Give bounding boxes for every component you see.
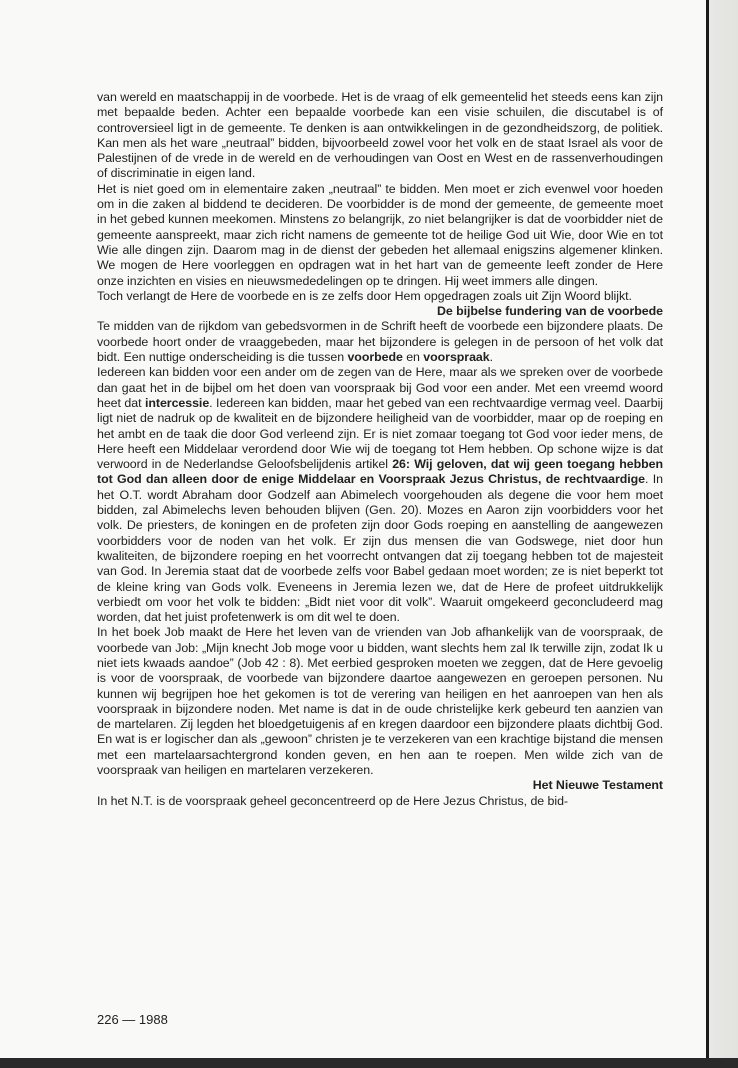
text-run: en [402,350,424,365]
paragraph-1: van wereld en maatschappij in de voorbede. Het is de vraag of elk gemeentelid het steeds eens kan zijn met bepaalde beden. Achter een bepaalde voorbede kan een visie schuilen, die discutabel is of controversieel ligt in de gemeente. Te denken is aan ontwikkelingen in de gezondheidszorg, de politiek. Kan men als het ware „neutraal” bidden, bijvoorbeeld zowel voor het volk en de staat Israel als voor de Palestijnen of de vrede in de wereld en de verhoudingen van Oost en West en de rassenverhoudingen of discriminatie in eigen land. [97,90,663,181]
article-body [97,90,663,809]
section-heading-biblical-foundation: De bijbelse fundering van de voorbede [436,304,663,319]
text-run: . In het O.T. wordt Abraham door Godzelf aan Abimelech voorgehouden als degene die voor hem moet bidden, zal Abimelechs leven behouden blijven (Gen. 20). Mozes en Aaron zijn voorbidders voor het volk. De priesters, de koningen en de profeten zijn door Gods roeping en aanstelling de aangewezen voorbidders voor de noden van het volk. Er zijn dus mensen die van Godswege, niet door hun kwaliteiten, de bijzondere roeping en het voorrecht ontvangen dat zij toegang hebben tot de majesteit van God. In Jeremia staat dat de voorbede zelfs voor Babel gedaan moet worden; ze is niet beperkt tot de kleine kring van Gods volk. Eveneens in Jeremia lezen we, dat de Here de profeet uitdrukkelijk verbiedt om voor het volk te bidden: „Bidt niet voor dit volk”. Waaruit omgekeerd geconcludeerd mag worden, dat het juist profetenwerk is om dit wel te doen. [97,472,663,625]
paragraph-5 [97,365,663,625]
bold-quote-confession: 26: Wij geloven, dat wij geen toegang hebben tot God dan alleen door de enige Middelaar en Voorspraak Jezus Christus, de rechtvaardige [97,457,663,487]
section-heading-new-testament: Het Nieuwe Testament [532,778,663,793]
paragraph-6: In het boek Job maakt de Here het leven van de vrienden van Job afhankelijk van de voorspraak, de voorbede van Job: „Mijn knecht Job moge voor u bidden, want slechts hem zal Ik terwille zijn, zodat Ik u niet iets kwaads aandoe” (Job 42 : 8). Met eerbied gesproken moeten we zeggen, dat de Here gevoelig is voor de voorspraak, de voorbede van bijzondere daartoe aangewezen en geroepen personen. Nu kunnen wij begrijpen hoe het gekomen is tot de verering van heiligen en het aanroepen van hen als voorspraak in bijzondere noden. Met name is dat in de oude christelijke kerk gebeurd ten aanzien van de martelaren. Zij legden het bloedgetuigenis af en kregen daardoor een bijzondere plaats dichtbij God. En wat is er logischer dan als „gewoon” christen je te verzekeren van een krachtige bijstand die mensen met een martelaarsachtergrond konden geven, en hen aan te roepen. Men wilde zich van de voorspraak van heiligen en martelaren verzekeren. [97,625,663,778]
paragraph-2: Het is niet goed om in elementaire zaken „neutraal” te bidden. Men moet er zich evenwel voor hoeden om in die zaken al biddend te decideren. De voorbidder is de mond der gemeente, de gemeente moet in het gebed kunnen meekomen. Minstens zo belangrijk, zo niet belangrijker is dat de voorbidder niet de gemeente aanspreekt, maar zich richt namens de gemeente tot de heilige God uit Wie, door Wie en tot Wie alle dingen zijn. Daarom mag in de dienst der gebeden het allemaal enigszins algemener klinken. We mogen de Here voorleggen en opdragen wat in het hart van de gemeente leeft zonder de Here onze inzichten en visies en nieuwsmededelingen op te dringen. Hij weet immers alle dingen. [97,181,663,288]
scan-edge-bottom [0,1058,738,1068]
paragraph-7: In het N.T. is de voorspraak geheel geconcentreerd op de Here Jezus Christus, de bid- [97,793,568,808]
text-run: . [489,350,494,365]
bold-term-voorbede: voorbede [347,350,403,365]
bold-term-intercessie: intercessie [144,395,210,410]
scan-edge-right [706,0,738,1068]
bold-term-voorspraak: voorspraak [423,350,490,365]
paragraph-3: Toch verlangt de Here de voorbede en is ze zelfs door Hem opgedragen zoals uit Zijn Woord blijkt. [97,288,632,303]
text-run: . Iedereen kan bidden, maar het gebed van een rechtvaardige vermag veel. Daarbij ligt niet de nadruk op de kwaliteit en de bijzondere heiligheid van de voorbidder, maar op de roeping en het ambt en de taak die door God verleend zijn. Er is niet zomaar toegang tot God voor ieder mens, de Here heeft een Middelaar verordend door Wie wij de toegang tot Hem hebben. Op schone wijze is dat verwoord in de Nederlandse Geloofsbelijdenis artikel [97,395,663,472]
paragraph-4 [97,319,663,365]
text-run: Te midden van de rijkdom van gebedsvormen in de Schrift heeft de voorbede een bijzondere plaats. De voorbede hoort onder de vraaggebeden, maar het bijzondere is gelegen in de persoon of het volk dat bidt. Een nuttige onderscheiding is die tussen [97,319,663,365]
text-run: Iedereen kan bidden voor een ander om de zegen van de Here, maar als we spreken over de voorbede dan gaat het in de bijbel om het doen van voorspraak bij God voor een ander. Met een vreemd woord heet dat [97,365,663,410]
page-footer-number: 226 — 1988 [97,1012,168,1027]
